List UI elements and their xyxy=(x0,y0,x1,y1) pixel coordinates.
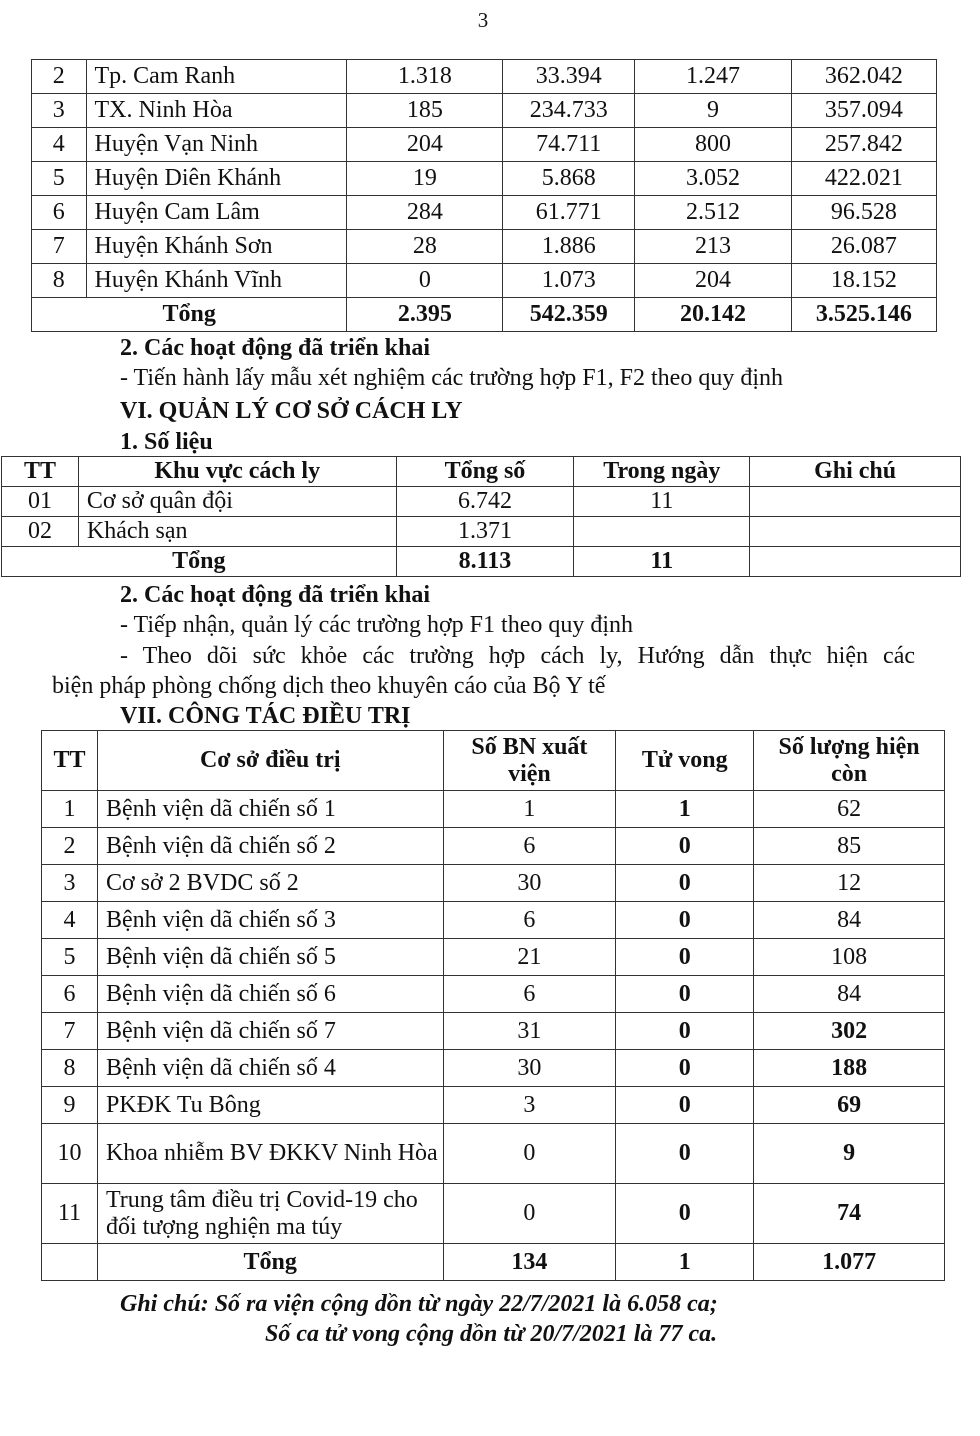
cell-facility: Cơ sở 2 BVDC số 2 xyxy=(97,865,443,902)
cell-area: Khách sạn xyxy=(78,517,396,547)
col-header-tt: TT xyxy=(2,457,79,487)
cell-district: Huyện Diên Khánh xyxy=(86,162,347,196)
table-row xyxy=(42,1087,945,1124)
table-row xyxy=(32,264,937,298)
cell-value: 800 xyxy=(635,128,792,162)
cell-value: 234.733 xyxy=(503,94,635,128)
cell-value: 362.042 xyxy=(791,60,936,94)
table-row xyxy=(42,1184,945,1244)
cell-deaths: 0 xyxy=(616,865,754,902)
cell-current: 9 xyxy=(754,1124,945,1184)
note-line-2: Số ca tử vong cộng dồn từ 20/7/2021 là 77 ca. xyxy=(265,1321,718,1347)
cell-facility: Bệnh viện dã chiến số 7 xyxy=(97,1013,443,1050)
cell-facility: Trung tâm điều trị Covid-19 cho đối tượng nghiện ma túy xyxy=(97,1184,443,1244)
cell-deaths: 0 xyxy=(616,902,754,939)
district-testing-table xyxy=(31,59,937,332)
cell-deaths: 0 xyxy=(616,1050,754,1087)
cell-current: 12 xyxy=(754,865,945,902)
cell-value: 0 xyxy=(347,264,503,298)
table-row xyxy=(42,865,945,902)
cell-current: 84 xyxy=(754,902,945,939)
total-label: Tổng xyxy=(97,1244,443,1281)
table-row xyxy=(42,902,945,939)
cell-value: 204 xyxy=(635,264,792,298)
cell-facility: Bệnh viện dã chiến số 3 xyxy=(97,902,443,939)
cell-tt: 2 xyxy=(42,828,98,865)
cell-value: 96.528 xyxy=(791,196,936,230)
total-value: 542.359 xyxy=(503,298,635,332)
total-deaths: 1 xyxy=(616,1244,754,1281)
cell-district: Tp. Cam Ranh xyxy=(86,60,347,94)
table-total-row xyxy=(42,1244,945,1281)
table-row xyxy=(42,1124,945,1184)
table-header-row xyxy=(42,731,945,791)
cell-value: 61.771 xyxy=(503,196,635,230)
cell-current: 85 xyxy=(754,828,945,865)
cell-empty xyxy=(42,1244,98,1281)
cell-discharged: 6 xyxy=(443,902,616,939)
cell-tt: 5 xyxy=(42,939,98,976)
col-header-discharged: Số BN xuất viện xyxy=(443,731,616,791)
table-row xyxy=(42,828,945,865)
cell-discharged: 1 xyxy=(443,791,616,828)
cell-value: 1.073 xyxy=(503,264,635,298)
cell-tt: 3 xyxy=(32,94,87,128)
cell-value: 5.868 xyxy=(503,162,635,196)
cell-tt: 6 xyxy=(32,196,87,230)
table-row xyxy=(42,976,945,1013)
cell-value: 284 xyxy=(347,196,503,230)
cell-value: 422.021 xyxy=(791,162,936,196)
total-discharged: 134 xyxy=(443,1244,616,1281)
cell-district: Huyện Khánh Vĩnh xyxy=(86,264,347,298)
cell-tt: 7 xyxy=(42,1013,98,1050)
total-value: 3.525.146 xyxy=(791,298,936,332)
col-header-total: Tổng số xyxy=(396,457,574,487)
page-number: 3 xyxy=(477,8,489,32)
cell-tt: 7 xyxy=(32,230,87,264)
cell-value: 28 xyxy=(347,230,503,264)
cell-district: Huyện Khánh Sơn xyxy=(86,230,347,264)
cell-tt: 01 xyxy=(2,487,79,517)
cell-deaths: 0 xyxy=(616,1124,754,1184)
cell-facility: Bệnh viện dã chiến số 6 xyxy=(97,976,443,1013)
col-header-area: Khu vực cách ly xyxy=(78,457,396,487)
total-label: Tổng xyxy=(2,547,397,577)
table-total-row xyxy=(2,547,961,577)
cell-value: 1.318 xyxy=(347,60,503,94)
total-total: 8.113 xyxy=(396,547,574,577)
table-row xyxy=(42,1050,945,1087)
section6-sub1: 1. Số liệu xyxy=(120,429,213,455)
table-row xyxy=(32,230,937,264)
cell-deaths: 0 xyxy=(616,828,754,865)
cell-tt: 2 xyxy=(32,60,87,94)
total-day: 11 xyxy=(574,547,750,577)
section6-activities-heading: 2. Các hoạt động đã triển khai xyxy=(120,582,431,608)
cell-deaths: 1 xyxy=(616,791,754,828)
section5-activity-1: - Tiến hành lấy mẫu xét nghiệm các trường hợp F1, F2 theo quy định xyxy=(120,365,783,391)
cell-discharged: 0 xyxy=(443,1124,616,1184)
cell-value: 74.711 xyxy=(503,128,635,162)
cell-tt: 11 xyxy=(42,1184,98,1244)
cell-tt: 5 xyxy=(32,162,87,196)
cell-value: 3.052 xyxy=(635,162,792,196)
cell-discharged: 30 xyxy=(443,865,616,902)
cell-value: 204 xyxy=(347,128,503,162)
table-row xyxy=(42,791,945,828)
cell-note xyxy=(750,487,961,517)
cell-note xyxy=(750,517,961,547)
total-note xyxy=(750,547,961,577)
col-header-deaths: Tử vong xyxy=(616,731,754,791)
section6-activity-2: - Theo dõi sức khỏe các trường hợp cách ly, Hướng dẫn thực hiện các xyxy=(120,643,915,669)
cell-tt: 3 xyxy=(42,865,98,902)
table-row xyxy=(42,1013,945,1050)
cell-value: 33.394 xyxy=(503,60,635,94)
col-header-note: Ghi chú xyxy=(750,457,961,487)
cell-value: 213 xyxy=(635,230,792,264)
section7-heading: VII. CÔNG TÁC ĐIỀU TRỊ xyxy=(120,703,411,729)
cell-total: 1.371 xyxy=(396,517,574,547)
cell-value: 1.886 xyxy=(503,230,635,264)
cell-discharged: 21 xyxy=(443,939,616,976)
cell-tt: 1 xyxy=(42,791,98,828)
cell-day xyxy=(574,517,750,547)
cell-facility: Bệnh viện dã chiến số 5 xyxy=(97,939,443,976)
section6-heading: VI. QUẢN LÝ CƠ SỞ CÁCH LY xyxy=(120,398,463,424)
table-row xyxy=(32,60,937,94)
cell-deaths: 0 xyxy=(616,1087,754,1124)
table-header-row xyxy=(2,457,961,487)
section6-activity-1: - Tiếp nhận, quản lý các trường hợp F1 theo quy định xyxy=(120,612,634,638)
col-header-day: Trong ngày xyxy=(574,457,750,487)
cell-total: 6.742 xyxy=(396,487,574,517)
cell-day: 11 xyxy=(574,487,750,517)
table-row xyxy=(32,196,937,230)
table-row xyxy=(2,487,961,517)
total-value: 2.395 xyxy=(347,298,503,332)
total-current: 1.077 xyxy=(754,1244,945,1281)
cell-deaths: 0 xyxy=(616,1013,754,1050)
cell-current: 108 xyxy=(754,939,945,976)
cell-current: 302 xyxy=(754,1013,945,1050)
cell-current: 84 xyxy=(754,976,945,1013)
section5-activities-heading: 2. Các hoạt động đã triển khai xyxy=(120,335,431,361)
cell-value: 257.842 xyxy=(791,128,936,162)
cell-tt: 8 xyxy=(42,1050,98,1087)
cell-value: 185 xyxy=(347,94,503,128)
cell-value: 19 xyxy=(347,162,503,196)
cell-deaths: 0 xyxy=(616,939,754,976)
cell-discharged: 6 xyxy=(443,828,616,865)
cell-discharged: 3 xyxy=(443,1087,616,1124)
cell-facility: Khoa nhiễm BV ĐKKV Ninh Hòa xyxy=(97,1124,443,1184)
cell-district: TX. Ninh Hòa xyxy=(86,94,347,128)
cell-tt: 4 xyxy=(32,128,87,162)
treatment-table xyxy=(41,730,945,1281)
quarantine-table xyxy=(1,456,961,577)
cell-facility: Bệnh viện dã chiến số 4 xyxy=(97,1050,443,1087)
total-label: Tổng xyxy=(32,298,347,332)
cell-current: 62 xyxy=(754,791,945,828)
table-total-row xyxy=(32,298,937,332)
cell-current: 188 xyxy=(754,1050,945,1087)
table-row xyxy=(2,517,961,547)
table-row xyxy=(32,94,937,128)
cell-facility: Bệnh viện dã chiến số 2 xyxy=(97,828,443,865)
col-header-facility: Cơ sở điều trị xyxy=(97,731,443,791)
cell-deaths: 0 xyxy=(616,976,754,1013)
table-row xyxy=(32,162,937,196)
cell-facility: PKĐK Tu Bông xyxy=(97,1087,443,1124)
cell-tt: 9 xyxy=(42,1087,98,1124)
cell-discharged: 30 xyxy=(443,1050,616,1087)
cell-tt: 8 xyxy=(32,264,87,298)
cell-discharged: 0 xyxy=(443,1184,616,1244)
cell-discharged: 6 xyxy=(443,976,616,1013)
cell-tt: 10 xyxy=(42,1124,98,1184)
cell-value: 26.087 xyxy=(791,230,936,264)
cell-tt: 4 xyxy=(42,902,98,939)
cell-value: 1.247 xyxy=(635,60,792,94)
col-header-current: Số lượng hiện còn xyxy=(754,731,945,791)
cell-discharged: 31 xyxy=(443,1013,616,1050)
cell-tt: 02 xyxy=(2,517,79,547)
section6-activity-2-cont: biện pháp phòng chống dịch theo khuyên cáo của Bộ Y tế xyxy=(52,673,606,699)
table-row xyxy=(42,939,945,976)
cell-current: 69 xyxy=(754,1087,945,1124)
cell-district: Huyện Cam Lâm xyxy=(86,196,347,230)
col-header-tt: TT xyxy=(42,731,98,791)
cell-district: Huyện Vạn Ninh xyxy=(86,128,347,162)
cell-facility: Bệnh viện dã chiến số 1 xyxy=(97,791,443,828)
cell-deaths: 0 xyxy=(616,1184,754,1244)
cell-area: Cơ sở quân đội xyxy=(78,487,396,517)
total-value: 20.142 xyxy=(635,298,792,332)
cell-value: 357.094 xyxy=(791,94,936,128)
cell-tt: 6 xyxy=(42,976,98,1013)
table-row xyxy=(32,128,937,162)
cell-current: 74 xyxy=(754,1184,945,1244)
cell-value: 18.152 xyxy=(791,264,936,298)
cell-value: 2.512 xyxy=(635,196,792,230)
note-line-1: Ghi chú: Số ra viện cộng dồn từ ngày 22/7/2021 là 6.058 ca; xyxy=(120,1291,718,1317)
cell-value: 9 xyxy=(635,94,792,128)
